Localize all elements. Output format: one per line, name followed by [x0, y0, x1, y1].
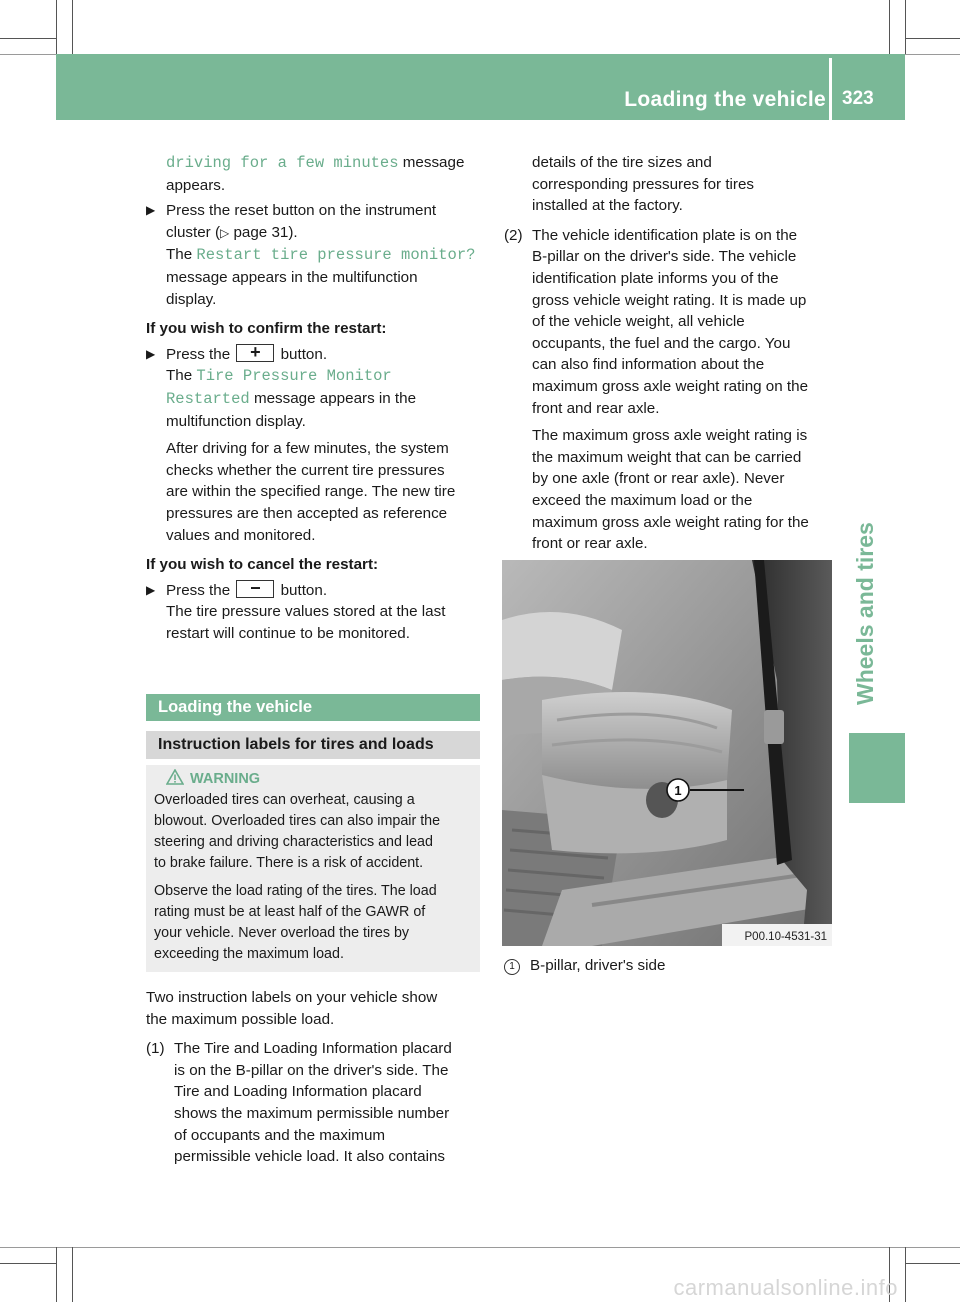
warning-box	[146, 765, 480, 972]
crop-mark	[56, 1247, 57, 1302]
figure-code: P00.10-4531-31	[744, 931, 827, 943]
section-title: Loading the vehicle	[146, 694, 480, 721]
page-number: 323	[842, 88, 874, 109]
step-reset: ▶ Press the reset button on the instrument cluster (▷ page 31). The Restart tire pressure monitor? message appears in the multifunction display.	[146, 202, 476, 308]
header-divider	[829, 58, 832, 120]
step-arrow-icon: ▶	[146, 203, 156, 218]
list-item-2: (2) The vehicle identification plate is on the B-pillar on the driver's side. The vehicle identification plate informs you of the gross vehicle weight rating. It is made up of the vehicle weight, all vehicle occupants, the fuel and the cargo. You can also find information about the maximum gross axle weight rating on the front and rear axle. The maximum gross axle weight rating is the maximum weight that can be carried by one axle (front or rear axle). Never exceed the maximum load or the maximum gross axle weight rating for the front or rear axle.	[504, 226, 809, 553]
crop-mark	[72, 1247, 73, 1302]
confirm-heading: If you wish to confirm the restart:	[146, 320, 387, 338]
plus-key-icon: +	[236, 344, 274, 362]
step-arrow-icon: ▶	[146, 582, 156, 597]
right-column	[504, 152, 834, 555]
crop-mark	[56, 0, 57, 54]
crop-mark	[0, 1247, 960, 1248]
crop-mark	[905, 0, 906, 54]
crop-mark	[905, 38, 960, 39]
vehicle-photo	[502, 560, 832, 946]
crop-mark	[72, 0, 73, 54]
code-text: Tire Pressure Monitor	[196, 367, 392, 386]
callout-circle-icon: 1	[504, 959, 520, 975]
side-tab-label: Wheels and tires	[852, 522, 878, 705]
callout-number: 1	[674, 783, 682, 798]
warning-heading: WARNING	[154, 769, 474, 790]
figure-caption: 1 B-pillar, driver's side	[504, 955, 665, 977]
code-text: Restart tire pressure monitor?	[196, 246, 476, 265]
list-item-1-continued: details of the tire sizes and corresponding pressures for tires installed at the factory.	[532, 154, 755, 215]
crop-mark	[0, 38, 56, 39]
para-continued: driving for a few minutes message	[166, 154, 465, 172]
code-text: driving for a few minutes	[166, 154, 399, 172]
step-confirm: ▶ Press the + button. The Tire Pressure Monitor Restarted message appears in the multifunction display. After driving for a few minutes, the system checks whether the current tire pressures are within the specified range. The new tire pressures are then accepted as reference values and monitored.	[146, 344, 482, 546]
minus-key-icon: −	[236, 580, 274, 598]
code-text: Restarted	[166, 389, 250, 408]
step-arrow-icon: ▶	[146, 346, 156, 361]
warning-triangle-icon	[166, 769, 184, 785]
list-item-1: (1) The Tire and Loading Information placard is on the B-pillar on the driver's side. The Tire and Loading Information placard shows the maximum permissible number of occupants and the maximum permissible vehicle load. It also contains	[146, 1040, 452, 1166]
page-ref-arrow-icon: ▷	[220, 225, 230, 240]
para-line: appears.	[166, 176, 226, 194]
b-pillar-photo-illustration	[502, 560, 832, 946]
side-tab-marker	[849, 733, 905, 803]
step-cancel: ▶ Press the − button. The tire pressure values stored at the last restart will continue to be monitored.	[146, 577, 446, 642]
left-column	[146, 152, 482, 644]
crop-mark	[905, 1263, 960, 1264]
warning-para: Observe the load rating of the tires. The load rating must be at least half of the GAWR of your vehicle. Never overload the tires by exceeding the maximum load.	[154, 883, 437, 962]
header-title: Loading the vehicle	[624, 88, 826, 111]
crop-mark	[905, 1247, 906, 1302]
crop-mark	[889, 0, 890, 54]
watermark: carmanualsonline.info	[673, 1275, 898, 1300]
warning-para: Overloaded tires can overheat, causing a blowout. Overloaded tires can also impair the steering and driving characteristics and lead to brake failure. There is a risk of accident.	[154, 792, 441, 871]
cancel-heading: If you wish to cancel the restart:	[146, 556, 379, 574]
crop-mark	[0, 1263, 56, 1264]
subsection-title: Instruction labels for tires and loads	[146, 731, 480, 759]
intro-block: Two instruction labels on your vehicle show the maximum possible load. (1) The Tire and Loading Information placard is on the B-pillar on the driver's side. The Tire and Loading Information placard shows the maximum permissible number of occupants and the maximum permissible vehicle load. It also contains	[146, 987, 482, 1168]
step-detail: After driving for a few minutes, the system checks whether the current tire pressures are within the specified range. The new tire pressures are then accepted as reference values and monitored.	[166, 440, 456, 544]
